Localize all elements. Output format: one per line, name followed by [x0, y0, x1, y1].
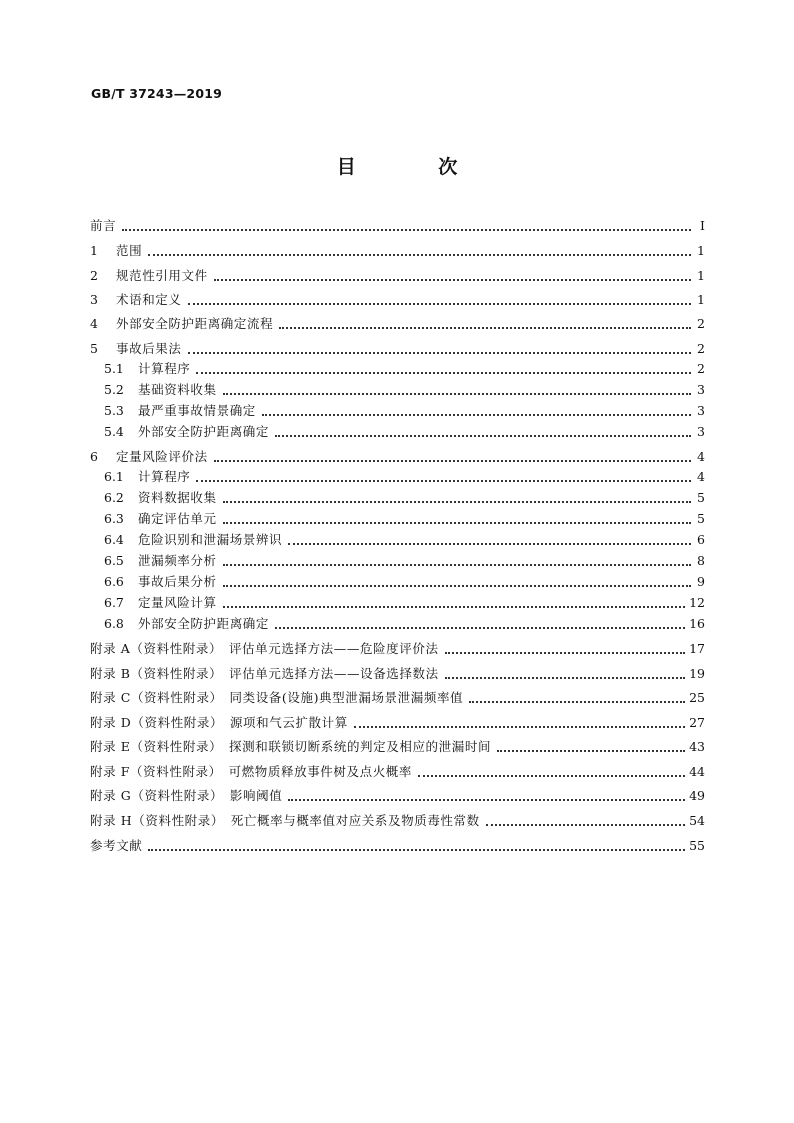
toc-entry[interactable] [90, 488, 705, 508]
toc-entry-page: 2 [697, 341, 705, 356]
toc-entry[interactable] [90, 688, 705, 708]
toc-entry-number: 4 [90, 316, 98, 331]
toc-entry-label: 事故后果法 [116, 341, 182, 356]
toc-entry-page: 4 [697, 449, 705, 464]
toc-entry-page: 17 [689, 641, 705, 656]
dot-leader [223, 500, 691, 503]
dot-leader [418, 774, 685, 777]
dot-leader [122, 228, 691, 231]
toc-entry-number: 3 [90, 292, 98, 307]
toc-entry-page: 12 [689, 595, 705, 610]
toc-entry-page: 8 [697, 553, 705, 568]
toc-entry-page: Ⅰ [700, 218, 705, 233]
dot-leader [214, 459, 691, 462]
toc-entry[interactable] [90, 509, 705, 529]
toc-entry-number: 6.6 [104, 574, 124, 589]
toc-entry-page: 5 [697, 511, 705, 526]
toc-entry-label: 范围 [116, 243, 143, 258]
toc-entry-page: 2 [697, 316, 705, 331]
toc-entry[interactable] [90, 339, 705, 359]
dot-leader [223, 584, 691, 587]
toc-entry-page: 43 [689, 739, 705, 754]
toc-entry-label: 事故后果分析 [138, 574, 217, 589]
toc-entry[interactable] [90, 447, 705, 467]
toc-entry[interactable] [90, 241, 705, 261]
toc-entry-number: 2 [90, 268, 98, 283]
toc-entry-label: 附录 G（资料性附录） 影响阈值 [90, 788, 283, 803]
toc-entry-page: 27 [689, 715, 705, 730]
toc-entry[interactable] [90, 467, 705, 487]
toc-entry-number: 6.1 [104, 469, 124, 484]
dot-leader [275, 434, 691, 437]
toc-entry-page: 6 [697, 532, 705, 547]
toc-entry-label: 资料数据收集 [138, 490, 217, 505]
toc-entry-page: 55 [689, 838, 705, 853]
toc-entry[interactable] [90, 401, 705, 421]
dot-leader [275, 626, 685, 629]
toc-entry[interactable] [90, 216, 705, 236]
toc-title: 目 次 [336, 156, 496, 178]
toc-entry-label: 最严重事故情景确定 [138, 403, 256, 418]
toc-entry-number: 5.2 [104, 382, 124, 397]
toc-entry-label: 危险识别和泄漏场景辨识 [138, 532, 283, 547]
toc-entry-number: 6.4 [104, 532, 124, 547]
toc-entry-label: 基础资料收集 [138, 382, 217, 397]
toc-entry-label: 附录 E（资料性附录） 探测和联锁切断系统的判定及相应的泄漏时间 [90, 739, 492, 754]
dot-leader [445, 676, 685, 679]
toc-entry[interactable] [90, 786, 705, 806]
toc-entry-number: 5.3 [104, 403, 124, 418]
dot-leader [223, 392, 691, 395]
toc-entry-number: 6.7 [104, 595, 124, 610]
standard-code: GB/T 37243—2019 [91, 86, 223, 101]
toc-entry[interactable] [90, 762, 705, 782]
toc-entry[interactable] [90, 290, 705, 310]
dot-leader [196, 479, 691, 482]
toc-entry-label: 参考文献 [90, 838, 143, 853]
dot-leader [279, 326, 691, 329]
dot-leader [354, 725, 685, 728]
toc-entry[interactable] [90, 836, 705, 856]
toc-entry-page: 3 [697, 382, 705, 397]
toc-entry[interactable] [90, 551, 705, 571]
toc-entry-number: 1 [90, 243, 98, 258]
toc-entry[interactable] [90, 664, 705, 684]
toc-entry-page: 4 [697, 469, 705, 484]
toc-entry-label: 外部安全防护距离确定 [138, 616, 270, 631]
dot-leader [214, 278, 691, 281]
toc-entry-label: 附录 A（资料性附录） 评估单元选择方法——危险度评价法 [90, 641, 439, 656]
toc-entry[interactable] [90, 380, 705, 400]
toc-entry[interactable] [90, 614, 705, 634]
toc-entry-number: 5.1 [104, 361, 124, 376]
toc-entry[interactable] [90, 530, 705, 550]
toc-entry-label: 术语和定义 [116, 292, 182, 307]
dot-leader [288, 798, 685, 801]
toc-entry-page: 3 [697, 403, 705, 418]
toc-entry[interactable] [90, 572, 705, 592]
toc-entry-label: 附录 C（资料性附录） 同类设备(设施)典型泄漏场景泄漏频率值 [90, 690, 464, 705]
dot-leader [262, 413, 691, 416]
dot-leader [188, 302, 691, 305]
toc-entry[interactable] [90, 266, 705, 286]
toc-entry-page: 25 [689, 690, 705, 705]
dot-leader [223, 605, 685, 608]
toc-entry-number: 6 [90, 449, 98, 464]
toc-entry-label: 附录 F（资料性附录） 可燃物质释放事件树及点火概率 [90, 764, 412, 779]
dot-leader [497, 749, 685, 752]
toc-entry[interactable] [90, 593, 705, 613]
toc-entry-number: 6.5 [104, 553, 124, 568]
dot-leader [148, 848, 685, 851]
toc-entry[interactable] [90, 359, 705, 379]
dot-leader [223, 563, 691, 566]
toc-entry-label: 泄漏频率分析 [138, 553, 217, 568]
toc-entry-label: 附录 D（资料性附录） 源项和气云扩散计算 [90, 715, 348, 730]
toc-entry-number: 6.3 [104, 511, 124, 526]
toc-entry[interactable] [90, 713, 705, 733]
toc-entry-label: 定量风险评价法 [116, 449, 208, 464]
toc-entry-label: 外部安全防护距离确定 [138, 424, 270, 439]
toc-entry-page: 1 [697, 292, 705, 307]
table-of-contents [90, 0, 705, 1123]
toc-entry-page: 49 [689, 788, 705, 803]
toc-entry-page: 9 [697, 574, 705, 589]
toc-entry[interactable] [90, 314, 705, 334]
dot-leader [469, 700, 685, 703]
toc-entry-label: 确定评估单元 [138, 511, 217, 526]
dot-leader [223, 521, 691, 524]
toc-entry-number: 5.4 [104, 424, 124, 439]
toc-entry[interactable] [90, 811, 705, 831]
dot-leader [196, 371, 691, 374]
dot-leader [445, 651, 686, 654]
toc-entry-number: 5 [90, 341, 98, 356]
toc-entry[interactable] [90, 422, 705, 442]
toc-entry-page: 5 [697, 490, 705, 505]
dot-leader [288, 542, 691, 545]
toc-entry-label: 附录 B（资料性附录） 评估单元选择方法——设备选择数法 [90, 666, 439, 681]
dot-leader [148, 253, 691, 256]
toc-entry-label: 前言 [90, 218, 117, 233]
toc-entry-page: 19 [689, 666, 705, 681]
toc-entry-page: 2 [697, 361, 705, 376]
toc-entry-page: 1 [697, 243, 705, 258]
toc-entry-page: 3 [697, 424, 705, 439]
toc-entry-page: 44 [689, 764, 705, 779]
toc-entry-number: 6.2 [104, 490, 124, 505]
toc-entry-number: 6.8 [104, 616, 124, 631]
dot-leader [486, 823, 685, 826]
toc-entry[interactable] [90, 737, 705, 757]
toc-entry-label: 规范性引用文件 [116, 268, 208, 283]
toc-entry-page: 1 [697, 268, 705, 283]
toc-entry-page: 16 [689, 616, 705, 631]
toc-entry-label: 定量风险计算 [138, 595, 217, 610]
dot-leader [188, 351, 691, 354]
toc-entry-label: 附录 H（资料性附录） 死亡概率与概率值对应关系及物质毒性常数 [90, 813, 480, 828]
toc-entry-label: 计算程序 [138, 361, 191, 376]
toc-entry[interactable] [90, 639, 705, 659]
toc-entry-label: 计算程序 [138, 469, 191, 484]
toc-entry-page: 54 [689, 813, 705, 828]
toc-entry-label: 外部安全防护距离确定流程 [116, 316, 274, 331]
